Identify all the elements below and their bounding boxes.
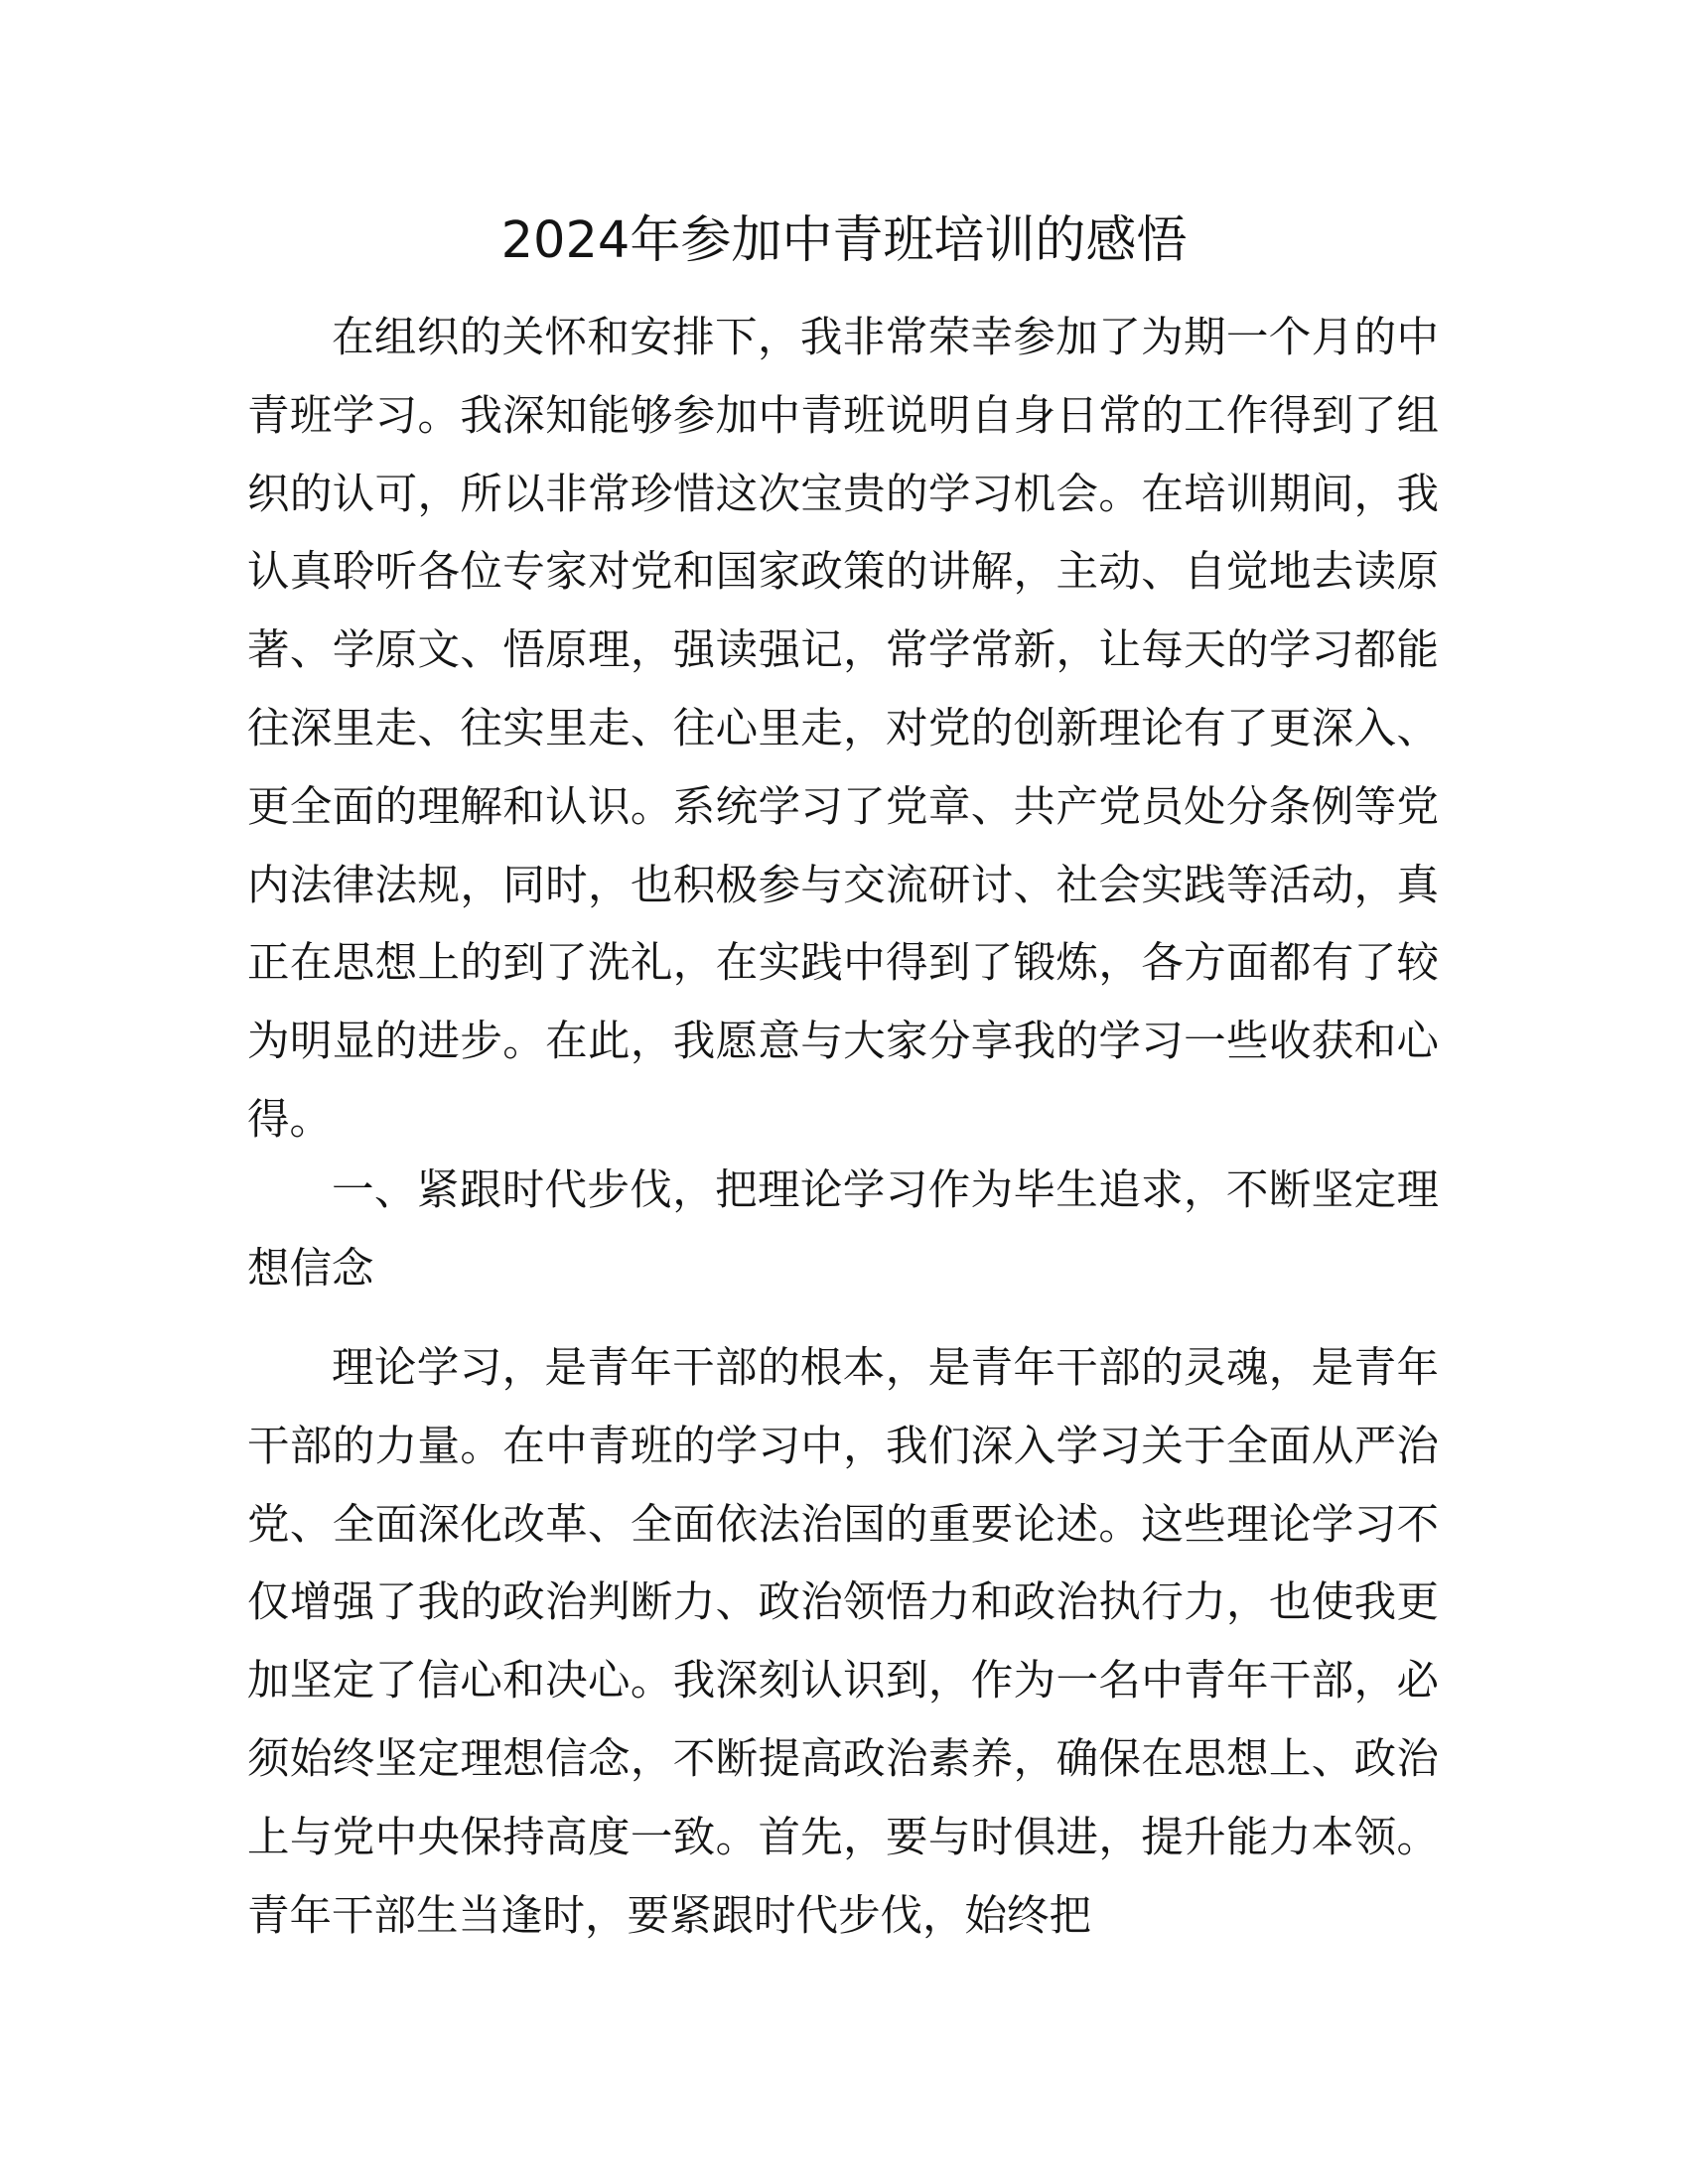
- section-heading-1: 一、紧跟时代步伐，把理论学习作为毕生追求，不断坚定理想信念: [247, 1166, 1439, 1294]
- paragraph-theory-study: 理论学习，是青年干部的根本，是青年干部的灵魂，是青年干部的力量。在中青班的学习中，我们深入学习关于全面从严治党、全面深化改革、全面依法治国的重要论述。这些理论学习不仅增强了我的政治判断力、政治领悟力和政治执行力，也使我更加坚定了信心和决心。我深刻认识到，作为一名中青年干部，必须始终坚定理想信念，不断提高政治素养，确保在思想上、政治上与党中央保持高度一致。首先，要与时俱进，提升能力本领。青年干部生当逢时，要紧跟时代步伐，始终把: [247, 1344, 1439, 1941]
- paragraph-intro: 在组织的关怀和安排下，我非常荣幸参加了为期一个月的中青班学习。我深知能够参加中青班说明自身日常的工作得到了组织的认可，所以非常珍惜这次宝贵的学习机会。在培训期间，我认真聆听各位专家对党和国家政策的讲解，主动、自觉地去读原著、学原文、悟原理，强读强记，常学常新，让每天的学习都能往深里走、往实里走、往心里走，对党的创新理论有了更深入、更全面的理解和认识。系统学习了党章、共产党员处分条例等党内法律法规，同时，也积极参与交流研讨、社会实践等活动，真正在思想上的到了洗礼，在实践中得到了锻炼，各方面都有了较为明显的进步。在此，我愿意与大家分享我的学习一些收获和心得。: [247, 314, 1439, 1145]
- document-title: 2024年参加中青班培训的感悟: [500, 211, 1188, 270]
